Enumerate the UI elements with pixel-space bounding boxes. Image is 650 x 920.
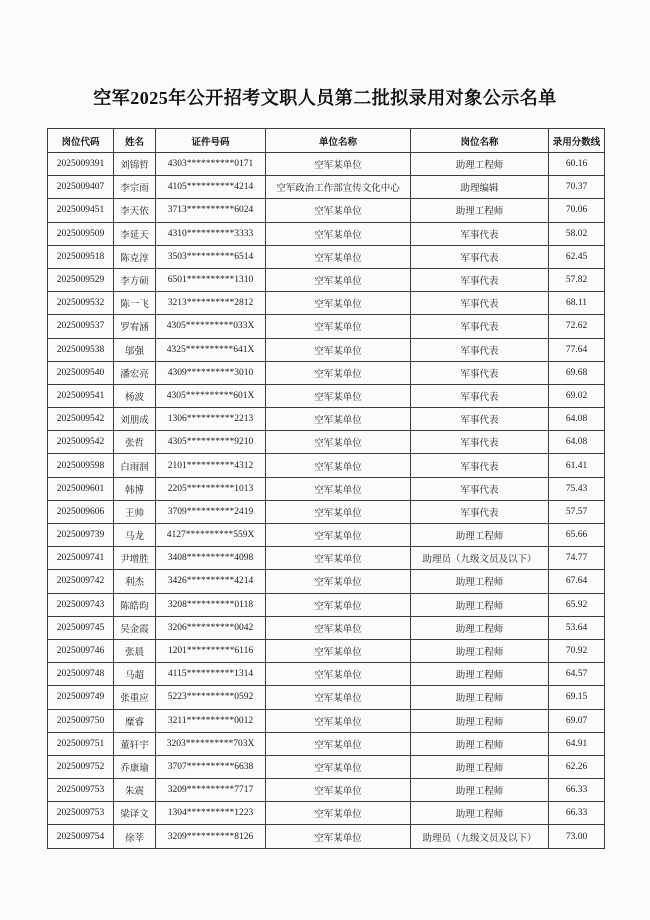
name-cell: 尹增胜 (114, 547, 156, 570)
position-name-cell: 军事代表 (411, 292, 549, 315)
position-code-cell: 2025009753 (48, 802, 114, 825)
name-cell: 王帅 (114, 500, 156, 523)
table-header-row (48, 129, 605, 153)
id-number-cell: 1304**********1223 (156, 802, 266, 825)
score-line-cell: 60.16 (549, 153, 605, 176)
unit-name-cell: 空军某单位 (266, 454, 411, 477)
id-number-cell: 4325**********641X (156, 338, 266, 361)
name-cell: 李宗雨 (114, 176, 156, 199)
position-name-cell: 助理工程师 (411, 686, 549, 709)
unit-name-cell: 空军某单位 (266, 524, 411, 547)
score-line-cell: 70.06 (549, 199, 605, 222)
position-name-cell: 军事代表 (411, 361, 549, 384)
unit-name-cell: 空军政治工作部宣传文化中心 (266, 176, 411, 199)
score-line-cell: 75.43 (549, 477, 605, 500)
table-row (48, 663, 605, 686)
table-row (48, 245, 605, 268)
score-line-cell: 70.92 (549, 639, 605, 662)
position-code-cell: 2025009542 (48, 408, 114, 431)
name-cell: 利杰 (114, 570, 156, 593)
score-line-cell: 66.33 (549, 802, 605, 825)
position-name-cell: 军事代表 (411, 245, 549, 268)
id-number-cell: 2205**********1013 (156, 477, 266, 500)
name-cell: 陈一飞 (114, 292, 156, 315)
name-cell: 李方硕 (114, 268, 156, 291)
id-number-cell: 4127**********559X (156, 524, 266, 547)
position-code-cell: 2025009391 (48, 153, 114, 176)
id-number-cell: 4105**********4214 (156, 176, 266, 199)
position-code-cell: 2025009751 (48, 732, 114, 755)
table-row (48, 755, 605, 778)
score-line-cell: 70.37 (549, 176, 605, 199)
id-number-cell: 4115**********1314 (156, 663, 266, 686)
score-line-cell: 61.41 (549, 454, 605, 477)
position-code-cell: 2025009537 (48, 315, 114, 338)
score-line-cell: 62.45 (549, 245, 605, 268)
id-number-cell: 3203**********703X (156, 732, 266, 755)
position-code-cell: 2025009529 (48, 268, 114, 291)
table-row (48, 593, 605, 616)
unit-name-cell: 空军某单位 (266, 732, 411, 755)
table-row (48, 268, 605, 291)
position-name-cell: 军事代表 (411, 500, 549, 523)
position-code-cell: 2025009748 (48, 663, 114, 686)
unit-name-cell: 空军某单位 (266, 361, 411, 384)
table-row (48, 802, 605, 825)
id-number-cell: 4305**********9210 (156, 431, 266, 454)
position-name-cell: 助理工程师 (411, 802, 549, 825)
position-code-cell: 2025009745 (48, 616, 114, 639)
id-number-cell: 1201**********6116 (156, 639, 266, 662)
position-code-cell: 2025009743 (48, 593, 114, 616)
score-line-cell: 77.64 (549, 338, 605, 361)
position-name-cell: 助理工程师 (411, 732, 549, 755)
name-cell: 韩博 (114, 477, 156, 500)
table-row (48, 153, 605, 176)
unit-name-cell: 空军某单位 (266, 570, 411, 593)
unit-name-cell: 空军某单位 (266, 222, 411, 245)
position-code-cell: 2025009532 (48, 292, 114, 315)
score-line-cell: 53.64 (549, 616, 605, 639)
id-number-cell: 5223**********0592 (156, 686, 266, 709)
position-name-cell: 军事代表 (411, 384, 549, 407)
position-code-cell: 2025009601 (48, 477, 114, 500)
unit-name-cell: 空军某单位 (266, 338, 411, 361)
name-cell: 潘宏亮 (114, 361, 156, 384)
position-name-cell: 军事代表 (411, 477, 549, 500)
table-row (48, 199, 605, 222)
unit-name-cell: 空军某单位 (266, 199, 411, 222)
unit-name-cell: 空军某单位 (266, 593, 411, 616)
position-code-cell: 2025009541 (48, 384, 114, 407)
table-row (48, 431, 605, 454)
name-cell: 罗宥涵 (114, 315, 156, 338)
column-header-position-name: 岗位名称 (411, 129, 549, 153)
score-line-cell: 65.92 (549, 593, 605, 616)
position-name-cell: 军事代表 (411, 431, 549, 454)
score-line-cell: 74.77 (549, 547, 605, 570)
table-row (48, 361, 605, 384)
position-name-cell: 助理员（九级文员及以下） (411, 547, 549, 570)
name-cell: 张重应 (114, 686, 156, 709)
position-name-cell: 军事代表 (411, 408, 549, 431)
name-cell: 董轩宇 (114, 732, 156, 755)
position-name-cell: 军事代表 (411, 222, 549, 245)
position-name-cell: 助理工程师 (411, 639, 549, 662)
table-row (48, 454, 605, 477)
table-row (48, 176, 605, 199)
name-cell: 吴金霞 (114, 616, 156, 639)
position-code-cell: 2025009753 (48, 779, 114, 802)
position-name-cell: 助理工程师 (411, 663, 549, 686)
column-header-score-line: 录用分数线 (549, 129, 605, 153)
name-cell: 刘锦哲 (114, 153, 156, 176)
unit-name-cell: 空军某单位 (266, 268, 411, 291)
position-code-cell: 2025009606 (48, 500, 114, 523)
position-code-cell: 2025009518 (48, 245, 114, 268)
position-code-cell: 2025009741 (48, 547, 114, 570)
id-number-cell: 3707**********6638 (156, 755, 266, 778)
id-number-cell: 2101**********4312 (156, 454, 266, 477)
id-number-cell: 3709**********2419 (156, 500, 266, 523)
position-name-cell: 军事代表 (411, 315, 549, 338)
id-number-cell: 3408**********4098 (156, 547, 266, 570)
score-line-cell: 64.91 (549, 732, 605, 755)
id-number-cell: 4309**********3010 (156, 361, 266, 384)
score-line-cell: 67.64 (549, 570, 605, 593)
unit-name-cell: 空军某单位 (266, 477, 411, 500)
score-line-cell: 64.08 (549, 431, 605, 454)
roster-table (47, 128, 605, 849)
id-number-cell: 3209**********7717 (156, 779, 266, 802)
table-header (48, 129, 605, 153)
unit-name-cell: 空军某单位 (266, 408, 411, 431)
position-name-cell: 助理工程师 (411, 709, 549, 732)
name-cell: 梁译文 (114, 802, 156, 825)
score-line-cell: 57.82 (549, 268, 605, 291)
table-row (48, 732, 605, 755)
id-number-cell: 3209**********8126 (156, 825, 266, 848)
name-cell: 张晨 (114, 639, 156, 662)
name-cell: 马龙 (114, 524, 156, 547)
id-number-cell: 1306**********2213 (156, 408, 266, 431)
unit-name-cell: 空军某单位 (266, 547, 411, 570)
id-number-cell: 3426**********4214 (156, 570, 266, 593)
unit-name-cell: 空军某单位 (266, 686, 411, 709)
unit-name-cell: 空军某单位 (266, 616, 411, 639)
name-cell: 糜睿 (114, 709, 156, 732)
name-cell: 马超 (114, 663, 156, 686)
position-code-cell: 2025009598 (48, 454, 114, 477)
table-row (48, 292, 605, 315)
position-name-cell: 助理编辑 (411, 176, 549, 199)
column-header-position-code: 岗位代码 (48, 129, 114, 153)
name-cell: 李延天 (114, 222, 156, 245)
position-code-cell: 2025009750 (48, 709, 114, 732)
name-cell: 朱震 (114, 779, 156, 802)
position-name-cell: 助理工程师 (411, 593, 549, 616)
position-name-cell: 助理工程师 (411, 616, 549, 639)
score-line-cell: 58.02 (549, 222, 605, 245)
position-name-cell: 军事代表 (411, 268, 549, 291)
name-cell: 张哲 (114, 431, 156, 454)
unit-name-cell: 空军某单位 (266, 802, 411, 825)
unit-name-cell: 空军某单位 (266, 384, 411, 407)
position-code-cell: 2025009542 (48, 431, 114, 454)
unit-name-cell: 空军某单位 (266, 431, 411, 454)
position-code-cell: 2025009752 (48, 755, 114, 778)
table-row (48, 315, 605, 338)
unit-name-cell: 空军某单位 (266, 315, 411, 338)
unit-name-cell: 空军某单位 (266, 825, 411, 848)
table-row (48, 616, 605, 639)
position-code-cell: 2025009451 (48, 199, 114, 222)
table-row (48, 524, 605, 547)
id-number-cell: 3211**********0012 (156, 709, 266, 732)
unit-name-cell: 空军某单位 (266, 755, 411, 778)
table-row (48, 686, 605, 709)
table-row (48, 500, 605, 523)
id-number-cell: 3713**********6024 (156, 199, 266, 222)
position-name-cell: 助理工程师 (411, 755, 549, 778)
unit-name-cell: 空军某单位 (266, 500, 411, 523)
unit-name-cell: 空军某单位 (266, 245, 411, 268)
table-row (48, 825, 605, 848)
score-line-cell: 73.00 (549, 825, 605, 848)
score-line-cell: 69.15 (549, 686, 605, 709)
table-row (48, 709, 605, 732)
position-code-cell: 2025009540 (48, 361, 114, 384)
position-name-cell: 助理工程师 (411, 199, 549, 222)
position-code-cell: 2025009739 (48, 524, 114, 547)
name-cell: 杨波 (114, 384, 156, 407)
name-cell: 白雨润 (114, 454, 156, 477)
id-number-cell: 4305**********033X (156, 315, 266, 338)
score-line-cell: 64.57 (549, 663, 605, 686)
table-row (48, 338, 605, 361)
column-header-id-number: 证件号码 (156, 129, 266, 153)
position-code-cell: 2025009746 (48, 639, 114, 662)
position-name-cell: 助理工程师 (411, 153, 549, 176)
name-cell: 徐莘 (114, 825, 156, 848)
score-line-cell: 57.57 (549, 500, 605, 523)
name-cell: 陈克淳 (114, 245, 156, 268)
score-line-cell: 62.26 (549, 755, 605, 778)
id-number-cell: 3206**********0042 (156, 616, 266, 639)
table-row (48, 222, 605, 245)
score-line-cell: 69.02 (549, 384, 605, 407)
name-cell: 邬强 (114, 338, 156, 361)
unit-name-cell: 空军某单位 (266, 153, 411, 176)
position-name-cell: 助理工程师 (411, 570, 549, 593)
position-code-cell: 2025009749 (48, 686, 114, 709)
score-line-cell: 64.08 (549, 408, 605, 431)
position-code-cell: 2025009742 (48, 570, 114, 593)
column-header-unit-name: 单位名称 (266, 129, 411, 153)
score-line-cell: 69.07 (549, 709, 605, 732)
score-line-cell: 68.11 (549, 292, 605, 315)
position-name-cell: 助理工程师 (411, 779, 549, 802)
position-name-cell: 助理员（九级文员及以下） (411, 825, 549, 848)
id-number-cell: 3213**********2812 (156, 292, 266, 315)
position-name-cell: 军事代表 (411, 454, 549, 477)
name-cell: 乔康瑜 (114, 755, 156, 778)
unit-name-cell: 空军某单位 (266, 779, 411, 802)
name-cell: 刘朋成 (114, 408, 156, 431)
id-number-cell: 3503**********6514 (156, 245, 266, 268)
score-line-cell: 69.68 (549, 361, 605, 384)
position-code-cell: 2025009754 (48, 825, 114, 848)
position-code-cell: 2025009509 (48, 222, 114, 245)
id-number-cell: 4305**********601X (156, 384, 266, 407)
unit-name-cell: 空军某单位 (266, 292, 411, 315)
table-row (48, 477, 605, 500)
position-name-cell: 军事代表 (411, 338, 549, 361)
page-title: 空军2025年公开招考文职人员第二批拟录用对象公示名单 (93, 88, 557, 108)
column-header-name: 姓名 (114, 129, 156, 153)
position-name-cell: 助理工程师 (411, 524, 549, 547)
table-row (48, 547, 605, 570)
table-row (48, 779, 605, 802)
position-code-cell: 2025009407 (48, 176, 114, 199)
table-body (48, 153, 605, 849)
position-code-cell: 2025009538 (48, 338, 114, 361)
score-line-cell: 65.66 (549, 524, 605, 547)
table-row (48, 570, 605, 593)
unit-name-cell: 空军某单位 (266, 709, 411, 732)
unit-name-cell: 空军某单位 (266, 663, 411, 686)
id-number-cell: 6501**********1310 (156, 268, 266, 291)
score-line-cell: 72.62 (549, 315, 605, 338)
table-row (48, 384, 605, 407)
id-number-cell: 3208**********0118 (156, 593, 266, 616)
table-row (48, 639, 605, 662)
name-cell: 李天依 (114, 199, 156, 222)
unit-name-cell: 空军某单位 (266, 639, 411, 662)
id-number-cell: 4310**********3333 (156, 222, 266, 245)
score-line-cell: 66.33 (549, 779, 605, 802)
name-cell: 陈皓昀 (114, 593, 156, 616)
table-row (48, 408, 605, 431)
id-number-cell: 4303**********0171 (156, 153, 266, 176)
